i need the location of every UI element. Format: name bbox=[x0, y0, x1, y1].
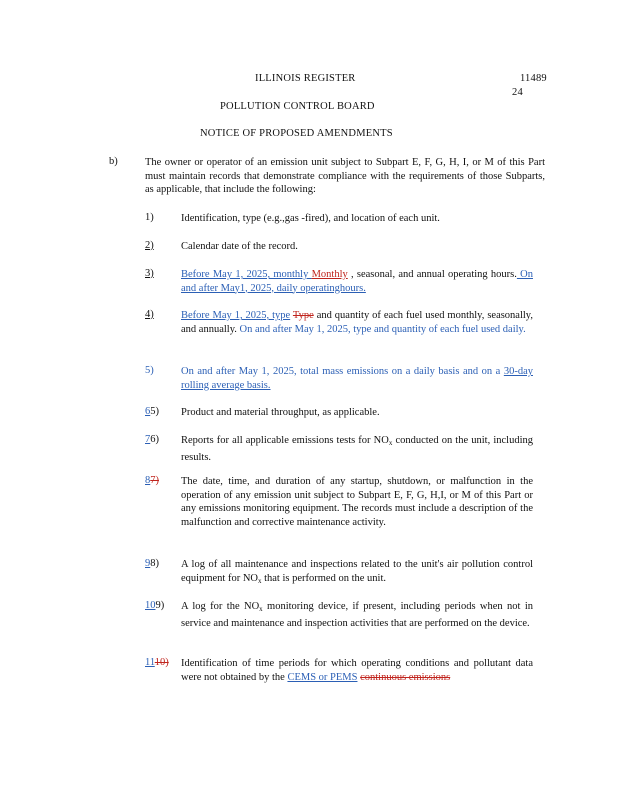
register-title: ILLINOIS REGISTER bbox=[255, 73, 356, 84]
new-number: 11 bbox=[145, 657, 155, 668]
new-number: 9 bbox=[145, 558, 151, 569]
item-number: 2) bbox=[145, 240, 154, 251]
new-number: 10 bbox=[145, 600, 156, 611]
item-text bbox=[181, 600, 533, 630]
inserted-text: On and after May1, 2025, daily operatinghours. bbox=[181, 269, 533, 294]
inserted-text: On and after May 1, 2025, type and quantity of each fuel used daily. bbox=[239, 323, 526, 335]
item-number: 1) bbox=[145, 212, 154, 223]
new-number: 8 bbox=[145, 475, 151, 486]
subscript: x bbox=[257, 576, 262, 585]
item-text: The date, time, and duration of any startup, shutdown, or malfunction in the operation of any emission unit subject to Subpart E, F, G, H,I, or M of this Part or any emissions monitoring equipment. The records must include a description of the malfunction and corrective maintenance activity. bbox=[181, 476, 533, 528]
inserted-text: CEMS or PEMS bbox=[287, 671, 358, 683]
item-text bbox=[181, 558, 533, 588]
item-text-part: conducted on the unit, including results. bbox=[181, 435, 533, 463]
item-text bbox=[181, 309, 533, 336]
subscript: x bbox=[259, 605, 263, 613]
old-number: 6) bbox=[150, 434, 159, 445]
new-number: 6 bbox=[145, 406, 151, 417]
board-name: POLLUTION CONTROL BOARD bbox=[220, 101, 375, 112]
item-text-part: monitoring device, if present, including periods when not in service and maintenance and inspection activities that are performed on the device. bbox=[181, 601, 533, 629]
section-text: The owner or operator of an emission unit subject to Subpart E, F, G, H, I, or M of this Part must maintain records that demonstrate compliance with the requirements of those Subparts, as applicable, that include the following: bbox=[145, 157, 545, 195]
item-number bbox=[145, 657, 179, 668]
old-number: 10) bbox=[154, 657, 169, 668]
inserted-text: 30-day rolling average basis. bbox=[181, 366, 533, 391]
subscript: x bbox=[388, 439, 393, 447]
old-number: 8) bbox=[150, 558, 159, 569]
item-text: Product and material throughput, as applicable. bbox=[181, 407, 380, 418]
inserted-text: On and after May 1, 2025, total mass emissions on a daily basis and on a bbox=[181, 366, 504, 377]
item-number bbox=[145, 600, 179, 611]
item-text bbox=[181, 365, 533, 392]
item-text: Identification, type (e.g.,gas -fired), and location of each unit. bbox=[181, 213, 440, 224]
deleted-text: continuous emissions bbox=[360, 671, 451, 683]
item-text: Calendar date of the record. bbox=[181, 241, 298, 252]
page-number: 11489 bbox=[520, 73, 547, 84]
inserted-text: Before May 1, 2025, type bbox=[181, 310, 291, 321]
item-text-part: A log for the NO bbox=[181, 601, 260, 612]
item-number bbox=[145, 475, 179, 486]
item-text bbox=[181, 434, 533, 464]
item-number bbox=[145, 406, 179, 417]
item-number bbox=[145, 434, 179, 445]
inserted-text: Before May 1, 2025, monthly bbox=[181, 269, 312, 280]
notice-title: NOTICE OF PROPOSED AMENDMENTS bbox=[200, 128, 393, 139]
item-text-part: that is performed on the unit. bbox=[261, 572, 386, 584]
item-text-part: Identification of time periods for which operating conditions and pollutant data were not obtained by the bbox=[181, 658, 533, 683]
item-text bbox=[181, 657, 533, 684]
item-number: 3) bbox=[145, 268, 154, 279]
old-number: 9) bbox=[155, 600, 165, 611]
item-text-rest: , seasonal, and annual operating hours. bbox=[347, 269, 517, 280]
item-text-rest: and quantity of each fuel used monthly, seasonally, and annually. bbox=[181, 310, 533, 335]
deleted-text: Monthly bbox=[311, 269, 348, 280]
section-label: b) bbox=[109, 156, 118, 167]
deleted-text: Type bbox=[292, 310, 314, 321]
item-number bbox=[145, 558, 179, 569]
old-number: 5) bbox=[150, 406, 159, 417]
item-number: 5) bbox=[145, 365, 154, 376]
item-text-part: Reports for all applicable emissions tests for NO bbox=[181, 435, 389, 446]
issue-number: 24 bbox=[512, 87, 523, 98]
item-number: 4) bbox=[145, 309, 154, 320]
new-number: 7 bbox=[145, 434, 151, 445]
item-text-part: A log of all maintenance and inspections related to the unit's air pollution control equipment for NO bbox=[181, 559, 533, 584]
old-number: 7) bbox=[150, 475, 159, 486]
item-text bbox=[181, 268, 533, 295]
